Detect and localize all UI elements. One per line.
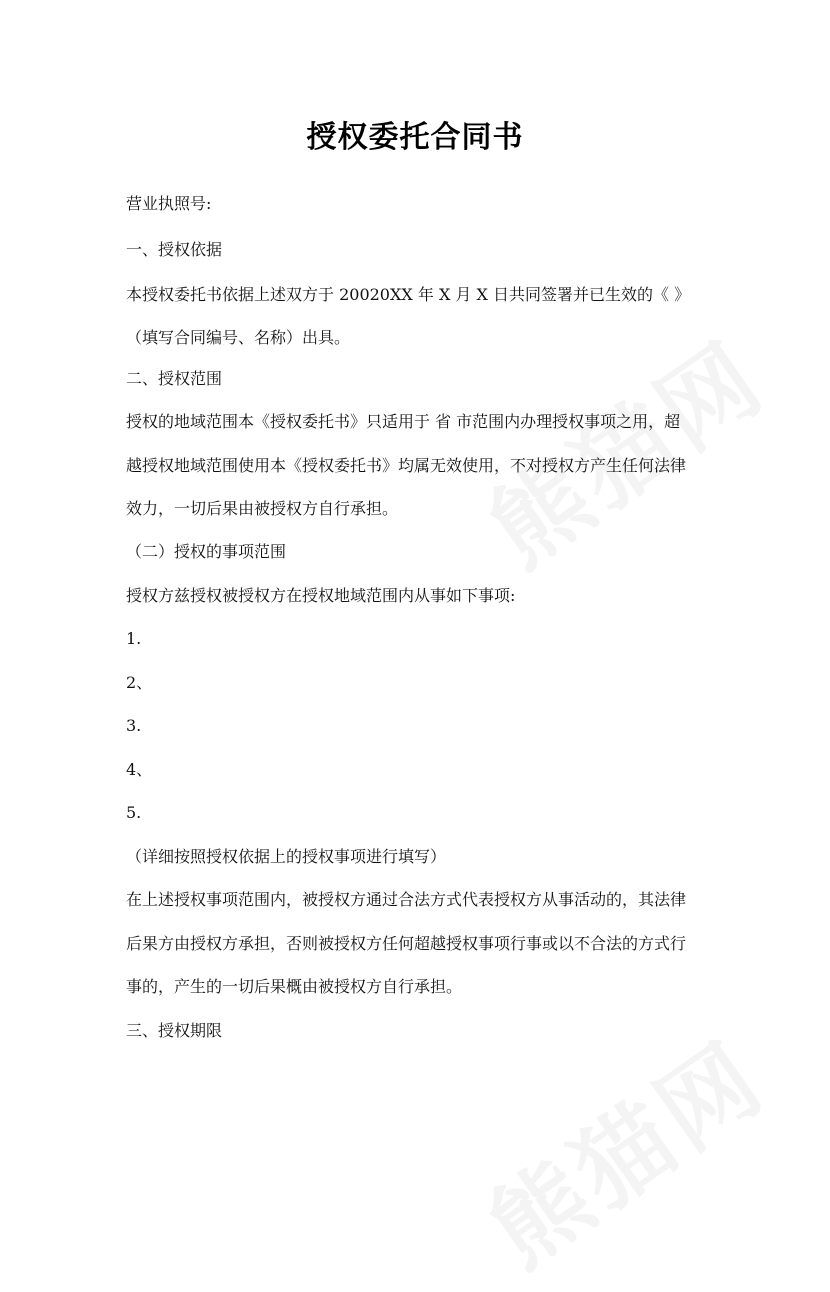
section-heading: 二、授权范围 bbox=[126, 369, 223, 388]
paragraph-line: 效力，一切后果由被授权方自行承担。 bbox=[126, 499, 399, 518]
paragraph-line: 本授权委托书依据上述双方于 20020XX 年 X 月 X 日共同签署并已生效的《 》 bbox=[126, 285, 691, 304]
paragraph-line: 越授权地域范围使用本《授权委托书》均属无效使用，不对授权方产生任何法律 bbox=[126, 456, 687, 475]
paragraph-line: 事的，产生的一切后果概由被授权方自行承担。 bbox=[126, 977, 463, 996]
list-item: 1. bbox=[126, 629, 142, 648]
paragraph-line: 授权的地域范围本《授权委托书》只适用于 省 市范围内办理授权事项之用，超 bbox=[126, 412, 681, 431]
paragraph-line: （详细按照授权依据上的授权事项进行填写） bbox=[126, 847, 447, 866]
section-heading: 三、授权期限 bbox=[126, 1021, 223, 1040]
list-item: 4、 bbox=[126, 760, 153, 779]
list-item: 5. bbox=[126, 803, 142, 822]
list-item: 2、 bbox=[126, 673, 153, 692]
business-license-label: 营业执照号: bbox=[126, 194, 212, 213]
document-title: 授权委托合同书 bbox=[306, 120, 524, 155]
paragraph-line: （填写合同编号、名称）出具。 bbox=[126, 328, 351, 347]
paragraph-line: 授权方兹授权被授权方在授权地域范围内从事如下事项: bbox=[126, 586, 516, 605]
watermark bbox=[458, 1005, 787, 1292]
list-item: 3. bbox=[126, 716, 142, 735]
section-heading: 一、授权依据 bbox=[126, 240, 223, 259]
section-heading: （二）授权的事项范围 bbox=[126, 542, 287, 561]
paragraph-line: 在上述授权事项范围内，被授权方通过合法方式代表授权方从事活动的，其法律 bbox=[126, 890, 687, 909]
paragraph-line: 后果方由授权方承担，否则被授权方任何超越授权事项行事或以不合法的方式行 bbox=[126, 934, 687, 953]
